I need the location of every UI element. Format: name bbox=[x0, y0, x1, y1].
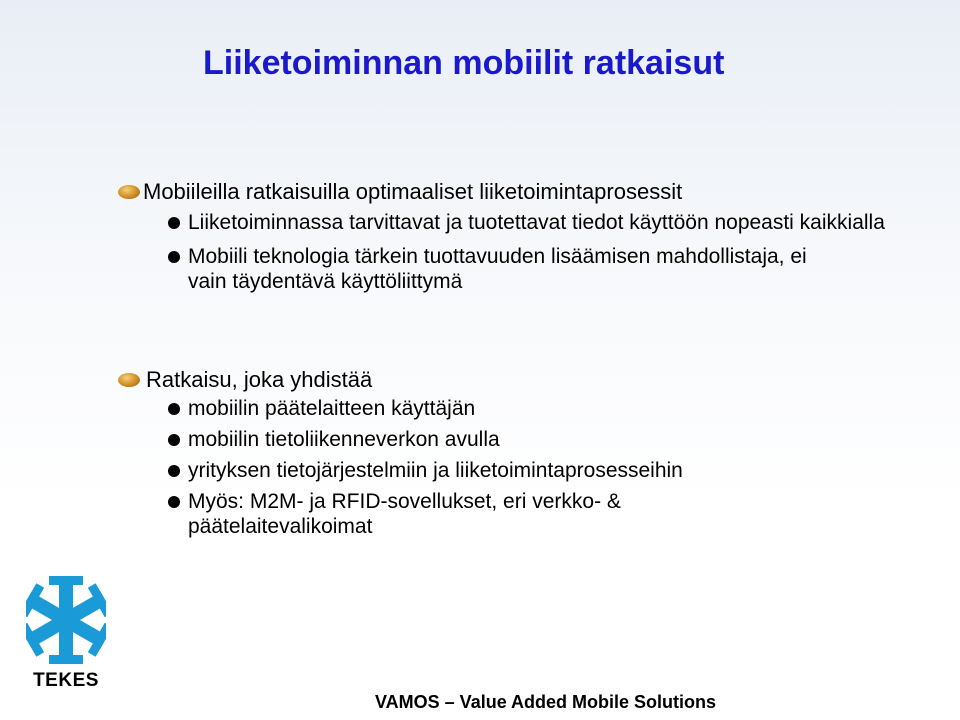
bullet-dot-icon bbox=[168, 496, 180, 508]
bullet-dot-icon bbox=[168, 403, 180, 415]
list-item-text: Liiketoiminnassa tarvittavat ja tuotettavat tiedot käyttöön nopeasti kaikkialla bbox=[188, 211, 885, 234]
section-heading bbox=[118, 178, 888, 206]
bullet-list bbox=[118, 396, 908, 539]
footer-text: VAMOS – Value Added Mobile Solutions bbox=[375, 692, 717, 712]
list-item bbox=[118, 396, 908, 421]
list-item-text: yrityksen tietojärjestelmiin ja liiketoimintaprosesseihin bbox=[188, 459, 683, 482]
bullet-dot-icon bbox=[168, 465, 180, 477]
list-item bbox=[118, 458, 908, 483]
tekes-snowflake-icon bbox=[26, 572, 106, 668]
tekes-logo bbox=[26, 572, 106, 692]
bullet-orb-icon bbox=[118, 373, 140, 387]
list-item-text: mobiilin päätelaitteen käyttäjän bbox=[188, 397, 476, 420]
list-item bbox=[118, 427, 908, 452]
bullet-dot-icon bbox=[168, 434, 180, 446]
list-item-text: Mobiili teknologia tärkein tuottavuuden lisäämisen mahdollistaja, ei vain täydentävä käyttöliittymä bbox=[188, 245, 807, 293]
list-item bbox=[118, 489, 788, 539]
bullet-list bbox=[118, 210, 888, 294]
list-item-text: Myös: M2M- ja RFID-sovellukset, eri verkko- & päätelaitevalikoimat bbox=[188, 490, 621, 538]
slide-title: Liiketoiminnan mobiilit ratkaisut bbox=[203, 44, 725, 82]
section-heading-text: Ratkaisu, joka yhdistää bbox=[146, 367, 373, 392]
section-heading bbox=[118, 366, 908, 394]
list-item bbox=[118, 210, 888, 235]
section-heading-text: Mobiileilla ratkaisuilla optimaaliset liiketoimintaprosessit bbox=[143, 179, 683, 204]
section-solution bbox=[118, 366, 908, 545]
bullet-orb-icon bbox=[118, 185, 140, 199]
section-business-processes bbox=[118, 178, 888, 303]
bullet-dot-icon bbox=[168, 217, 180, 229]
tekes-logo-text: TEKES bbox=[33, 670, 99, 691]
list-item bbox=[118, 244, 828, 294]
bullet-dot-icon bbox=[168, 251, 180, 263]
list-item-text: mobiilin tietoliikenneverkon avulla bbox=[188, 428, 500, 451]
